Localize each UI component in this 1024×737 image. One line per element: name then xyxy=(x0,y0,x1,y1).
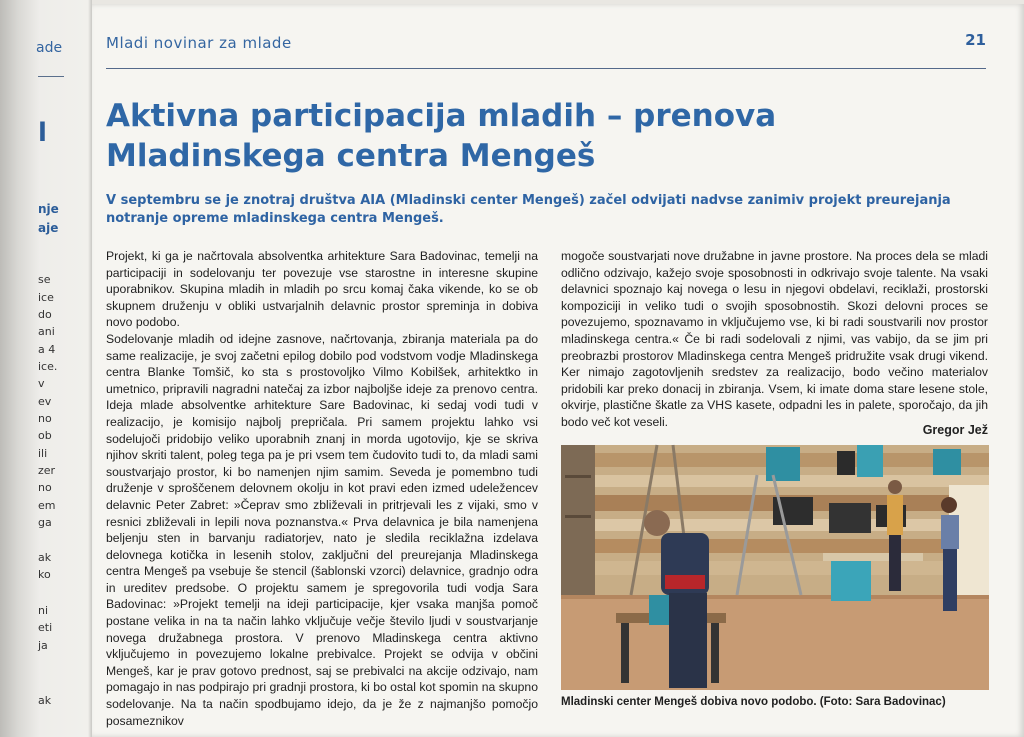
prev-page-text-fragment: zer xyxy=(38,464,56,477)
magazine-page xyxy=(92,4,1024,737)
article-paragraph: Projekt, ki ga je načrtovala absolventka arhitekture Sara Badovinac, temelji na participaciji in sodelovanju ter povezuje vse starostne in interesne skupine uporabnikov. Skupina mladih in mladih po srcu komaj čaka vikende, ko se ob skupnem druženju v obliki ustvarjalnih delavnic prostor spreminja in dobiva novo podobo. xyxy=(106,249,538,330)
article-title: Aktivna participacija mladih – prenova Mladinskega centra Mengeš xyxy=(106,98,777,174)
prev-page-text-fragment: ga xyxy=(38,516,52,529)
prev-page-text-fragment: ko xyxy=(38,568,51,581)
prev-page-lead-fragment: aje xyxy=(38,221,59,235)
prev-page-text-fragment: ni xyxy=(38,604,49,617)
prev-page-text-fragment: no xyxy=(38,481,52,494)
prev-page-text-fragment: se xyxy=(38,273,51,286)
prev-page-text-fragment: em xyxy=(38,499,56,512)
prev-page-text-fragment: ili xyxy=(38,447,48,460)
photo-caption: Mladinski center Mengeš dobiva novo podobo. (Foto: Sara Badovinac) xyxy=(561,696,946,708)
prev-page-text-fragment: eti xyxy=(38,621,53,634)
article-column-right xyxy=(561,248,988,431)
prev-page-lead-fragment: nje xyxy=(38,202,59,216)
article-paragraph: Sodelovanje mladih od idejne zasnove, načrtovanja, zbiranja materiala pa do same realizacije, je svoj začetni epilog dobilo pod vodstvom vodje Mladinskega centra Blanke Tomšič, ko sta s prostovoljko Vilmo Kobilšek, arhitektko in umetnico, pripravili nagradni natečaj za izbor najboljše ideje za prenovo centra. Ideja mlade absolventke arhitekture Sare Badovinac, ki sedaj vodi tudi v realizacijo, je komisijo najbolj prepričala. Pri samem projektu lahko vsi sodelujoči pridobijo veliko uporabnih znanj in morda ugotovijo, kje se skriva njihov skriti talent, poleg tega pa je pri vsem tem čudovito tudi to, da mladi sami soustvarjajo prostor, ki bo namenjen njim samim. Seveda je pomembno tudi druženje v sproščenem delovnem okolju in kot pravi eden izmed udeležencev delavnic Peter Zabret: »Čeprav smo zbliževali in pritrjevali les z vijaki, smo v resnici zbliževali in lepili nova poznanstva.« Prva delavnica je bila namenjena beljenju sten in barvanju radiatorjev, nato je sledila reciklažna izdelava delovnega kotička in lesenih stolov, zaključni del preurejanja Mladinskega centra Mengeš pa vsebuje še stencil (šablonski vzorci) delavnice, gradnjo odra in ureditev predsobe. O projektu samem je spregovorila tudi vodja Sara Badovinac: »Projekt temelji na ideji participacije, kjer vsaka manjša pomoč postane velika in na ta način lahko vključuje večje število ljudi v soustvarjanje novega družabnega prostora. V prenovo Mladinskega centra aktivno vključujemo in povezujemo lokalne prebivalce. Projekt se odvija v občini Mengeš, kar je prav gotovo prednost, saj se prebivalci na akcije odzivajo, nam pomagajo in nas podpirajo pri gradnji prostora, ki bo ostal kot spomin na skupno sodelovanje. Na ta način spodbujamo idejo, da je že z najmanjšo pomočjo posameznikov xyxy=(106,331,538,728)
page-number: 21 xyxy=(965,31,986,49)
article-column-left xyxy=(106,248,538,728)
prev-page-text-fragment: no xyxy=(38,412,52,425)
prev-page-text-fragment: ak xyxy=(38,694,52,707)
running-head: Mladi novinar za mlade xyxy=(106,34,292,52)
prev-page-text-fragment: ob xyxy=(38,429,52,442)
prev-page-text-fragment: a 4 xyxy=(38,343,56,356)
article-photo xyxy=(561,445,989,690)
article-author: Gregor Jež xyxy=(922,423,988,437)
prev-page-text-fragment: ev xyxy=(38,395,52,408)
article-lead: V septembru se je znotraj društva AIA (Mladinski center Mengeš) začel odvijati nadvse zanimiv projekt preurejanja notranje opreme mladinskega centra Mengeš. xyxy=(106,193,951,226)
workshop-photo-illustration xyxy=(561,445,989,690)
prev-page-text-fragment: ice. xyxy=(38,360,58,373)
header-rule xyxy=(106,68,986,69)
prev-page-text-fragment: ice xyxy=(38,291,54,304)
prev-page-text-fragment: do xyxy=(38,308,52,321)
previous-page-edge xyxy=(0,0,92,737)
prev-page-header-fragment: ade xyxy=(36,40,63,56)
prev-page-text-fragment: ja xyxy=(38,639,48,652)
prev-page-text-fragment: ak xyxy=(38,551,52,564)
prev-page-text-fragment: ani xyxy=(38,325,55,338)
prev-page-header-rule xyxy=(38,76,64,77)
prev-page-text-fragment: v xyxy=(38,377,45,390)
prev-page-title-fragment: l xyxy=(38,118,47,148)
article-paragraph: mogoče soustvarjati nove družabne in javne prostore. Na proces dela se mladi odlično odzivajo, kažejo svoje sposobnosti in odkrivajo svoje talente. Na vsaki delavnici spoznajo kaj novega o lesu in njegovi obdelavi, reciklaži, prostorski kompoziciji in veliko tudi o svojih sposobnostih. Skozi delovni proces se povezujemo, spoznavamo in vključujemo vse, ki bi radi soustvarili nov prostor mladinskega centra.« Če bi radi sodelovali z njimi, vas vabijo, da se jim pri preobrazbi prostorov Mladinskega centra Mengeš pridružite vsak drugi vikend. Ker nimajo zagotovljenih sredstev za realizacijo, bodo večino materialov pridobili kar preko donacij in zbiranja. Vsem, ki imate doma stare lesene stole, okvirje, plastične škatle za VHS kasete, odpadni les in palete, sporočajo, da jih bodo več kot veseli. xyxy=(561,249,988,429)
